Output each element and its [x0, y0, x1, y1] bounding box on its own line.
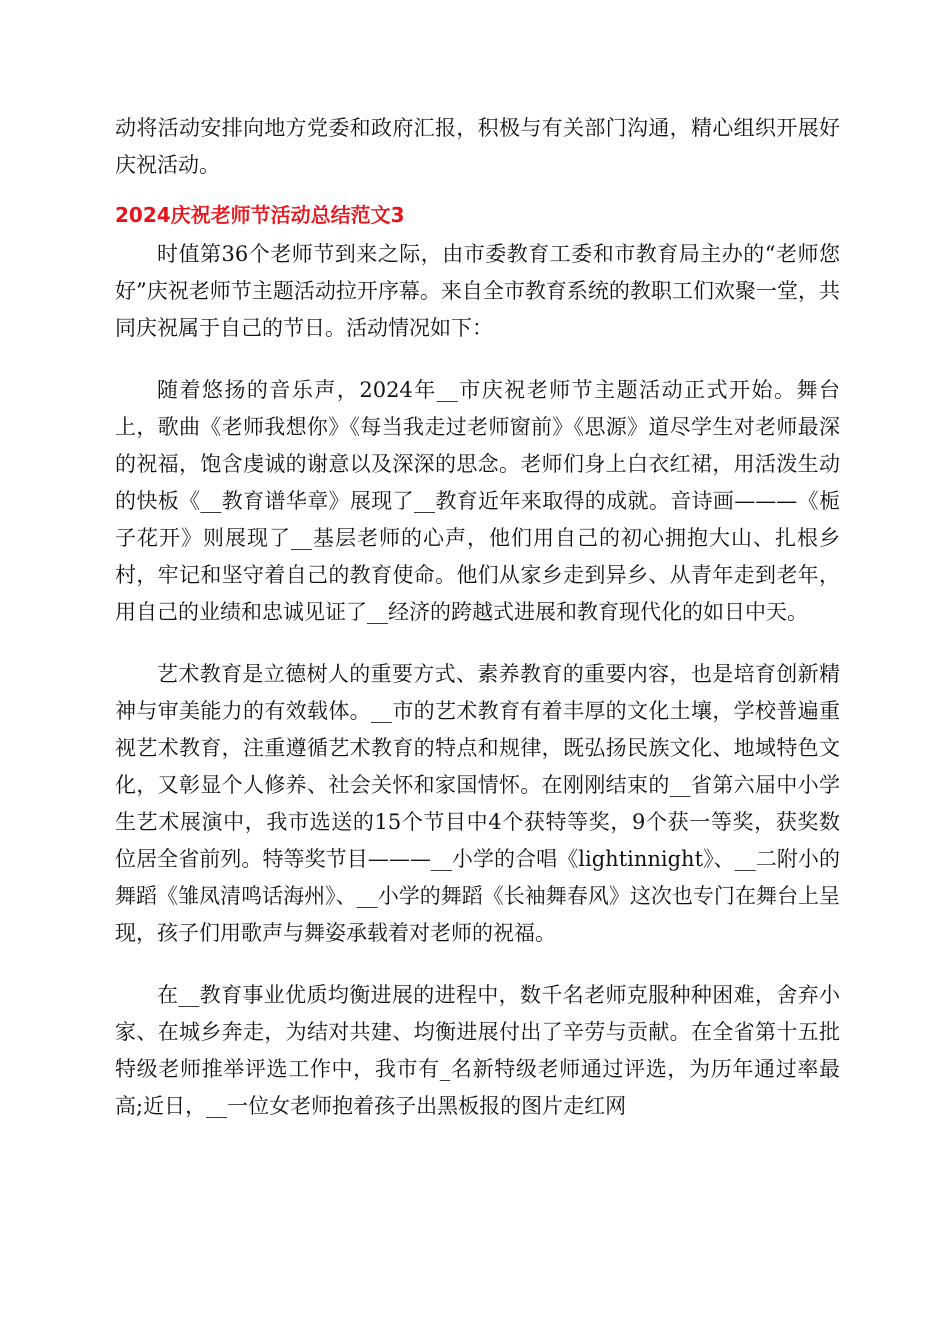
- paragraph-2: 随着悠扬的音乐声，2024年__市庆祝老师节主题活动正式开始。舞台上，歌曲《老师我想你》《每当我走过老师窗前》《思源》道尽学生对老师最深的祝福，饱含虔诚的谢意以及深深的思念。老师们身上白衣红裙，用活泼生动的快板《__教育谱华章》展现了__教育近年来取得的成就。音诗画———《栀子花开》则展现了__基层老师的心声，他们用自己的初心拥抱大山、扎根乡村，牢记和坚守着自己的教育使命。他们从家乡走到异乡、从青年走到老年，用自己的业绩和忠诚见证了__经济的跨越式进展和教育现代化的如日中天。: [115, 378, 840, 624]
- paragraph-4: 在__教育事业优质均衡进展的进程中，数千名老师克服种种困难，舍弃小家、在城乡奔走，为结对共建、均衡进展付出了辛劳与贡献。在全省第十五批特级老师推举评选工作中，我市有_名新特级老师通过评选，为历年通过率最高;近日，__一位女老师抱着孩子出黑板报的图片走红网: [115, 983, 840, 1118]
- document-page: [115, 110, 840, 1125]
- section-heading: 2024庆祝老师节活动总结范文3: [115, 203, 405, 227]
- paragraph-1: 时值第36个老师节到来之际，由市委教育工委和市教育局主办的“老师您好”庆祝老师节主题活动拉开序幕。来自全市教育系统的教职工们欢聚一堂，共同庆祝属于自己的节日。活动情况如下：: [115, 242, 840, 340]
- paragraph-3: 艺术教育是立德树人的重要方式、素养教育的重要内容，也是培育创新精神与审美能力的有效载体。__市的艺术教育有着丰厚的文化土壤，学校普遍重视艺术教育，注重遵循艺术教育的特点和规律，既弘扬民族文化、地域特色文化，又彰显个人修养、社会关怀和家国情怀。在刚刚结束的__省第六届中小学生艺术展演中，我市选送的15个节目中4个获特等奖，9个获一等奖，获奖数位居全省前列。特等奖节目———__小学的合唱《lightinnight》、__二附小的舞蹈《雏凤清鸣话海州》、__小学的舞蹈《长袖舞春风》这次也专门在舞台上呈现，孩子们用歌声与舞姿承载着对老师的祝福。: [115, 662, 840, 945]
- intro-paragraph: 动将活动安排向地方党委和政府汇报，积极与有关部门沟通，精心组织开展好庆祝活动。: [115, 116, 840, 177]
